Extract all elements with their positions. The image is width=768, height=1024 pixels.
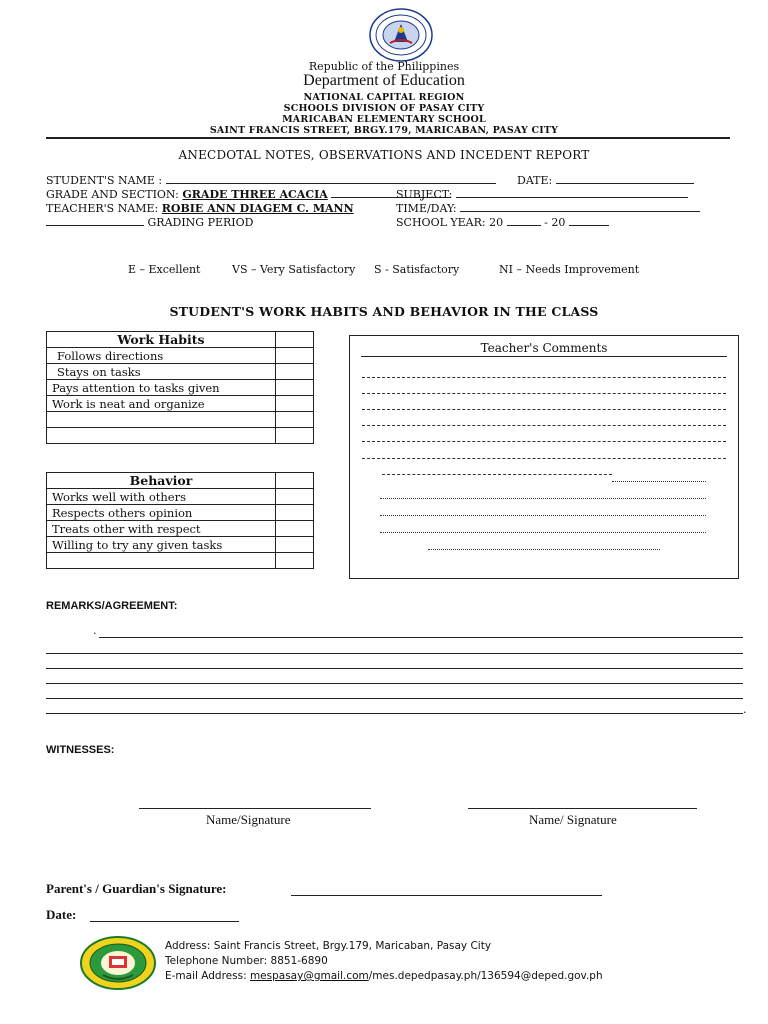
- school-year-field: [396, 216, 609, 229]
- teacher-value: ROBIE ANN DIAGEM C. MANN: [161, 202, 354, 215]
- time-label: TIME/DAY:: [396, 202, 457, 215]
- witness-label-left: Name/Signature: [206, 812, 291, 827]
- rating-cell[interactable]: [276, 521, 314, 537]
- rating-cell[interactable]: [276, 364, 314, 380]
- work-habit-item: Work is neat and organize: [47, 396, 276, 412]
- comment-line[interactable]: [362, 393, 726, 394]
- table-row: [47, 521, 314, 537]
- grade-value: GRADE THREE ACACIA: [182, 188, 328, 201]
- behavior-item: Works well with others: [47, 489, 276, 505]
- remarks-lead-dot: .: [93, 624, 97, 637]
- table-row: [47, 505, 314, 521]
- table-row: [47, 348, 314, 364]
- witness-signature-line-right[interactable]: [468, 808, 697, 809]
- behavior-item[interactable]: [47, 553, 276, 569]
- date-line[interactable]: [556, 174, 694, 184]
- comment-line[interactable]: [362, 458, 726, 459]
- behavior-item: Respects others opinion: [47, 505, 276, 521]
- subject-line[interactable]: [456, 188, 688, 198]
- rating-cell[interactable]: [276, 348, 314, 364]
- comment-line[interactable]: [380, 515, 706, 516]
- region-text: NATIONAL CAPITAL REGION: [303, 92, 465, 103]
- comment-line[interactable]: [362, 409, 726, 410]
- behavior-item: Willing to try any given tasks: [47, 537, 276, 553]
- rating-cell[interactable]: [276, 412, 314, 428]
- legend-needs-improvement: NI – Needs Improvement: [499, 263, 640, 276]
- republic-text: Republic of the Philippines: [308, 60, 460, 73]
- rating-cell[interactable]: [276, 473, 314, 489]
- school-year-end-line[interactable]: [569, 216, 609, 226]
- rating-cell[interactable]: [276, 553, 314, 569]
- grading-label: GRADING PERIOD: [147, 216, 254, 229]
- work-habit-item: Follows directions: [47, 348, 276, 364]
- time-line[interactable]: [460, 202, 700, 212]
- department-text: Department of Education: [303, 72, 465, 89]
- work-habit-item[interactable]: [47, 428, 276, 444]
- table-row: [47, 364, 314, 380]
- comment-line[interactable]: [362, 425, 726, 426]
- work-habit-item: Pays attention to tasks given: [47, 380, 276, 396]
- rating-cell[interactable]: [276, 537, 314, 553]
- witness-label-right: Name/ Signature: [529, 812, 617, 827]
- footer-address: Address: Saint Francis Street, Brgy.179, Maricaban, Pasay City: [165, 940, 492, 952]
- table-row: [47, 553, 314, 569]
- rating-cell[interactable]: [276, 380, 314, 396]
- report-title: ANECDOTAL NOTES, OBSERVATIONS AND INCEDENT REPORT: [178, 148, 590, 162]
- comment-line[interactable]: [362, 441, 726, 442]
- footer-email: [165, 970, 603, 982]
- table-row: [47, 412, 314, 428]
- work-habit-item[interactable]: [47, 412, 276, 428]
- legend-satisfactory: S - Satisfactory: [374, 263, 460, 276]
- work-habits-table: [46, 331, 314, 444]
- remarks-line[interactable]: [99, 637, 743, 638]
- rating-cell[interactable]: [276, 505, 314, 521]
- subject-label: SUBJECT:: [396, 188, 453, 201]
- table-row: [47, 380, 314, 396]
- comment-line[interactable]: [380, 532, 706, 533]
- school-year-start-line[interactable]: [507, 216, 541, 226]
- school-year-end-prefix: - 20: [544, 216, 566, 229]
- street-text: SAINT FRANCIS STREET, BRGY.179, MARICABAN, PASAY CITY: [209, 125, 559, 136]
- witness-signature-line-left[interactable]: [139, 808, 371, 809]
- grade-label: GRADE AND SECTION:: [46, 188, 179, 201]
- teacher-label: TEACHER'S NAME:: [46, 202, 159, 215]
- grading-field: [46, 216, 253, 229]
- remarks-line[interactable]: [46, 698, 743, 699]
- work-habit-item: Stays on tasks: [47, 364, 276, 380]
- student-name-line[interactable]: [166, 174, 496, 184]
- comment-line[interactable]: [428, 549, 660, 550]
- comment-line[interactable]: [362, 377, 726, 378]
- remarks-label: REMARKS/AGREEMENT:: [46, 600, 178, 612]
- division-text: SCHOOLS DIVISION OF PASAY CITY: [283, 103, 485, 114]
- date-field: [517, 174, 694, 187]
- remarks-end-dot: .: [743, 703, 747, 716]
- grade-field: [46, 188, 451, 201]
- footer-email-rest: /mes.depedpasay.ph/136594@deped.gov.ph: [368, 970, 603, 982]
- remarks-line[interactable]: [46, 713, 743, 714]
- subject-field: [396, 188, 688, 201]
- teacher-field: [46, 202, 354, 215]
- student-name-label: STUDENT'S NAME :: [46, 174, 163, 187]
- date-footer-line[interactable]: [90, 921, 239, 922]
- comment-line[interactable]: [380, 498, 706, 499]
- behavior-table: [46, 472, 314, 569]
- teachers-comments-box[interactable]: [349, 335, 739, 579]
- work-habits-header: Work Habits: [47, 332, 276, 348]
- witnesses-label: WITNESSES:: [46, 744, 115, 756]
- header-divider: [46, 137, 730, 139]
- table-row: [47, 537, 314, 553]
- school-text: MARICABAN ELEMENTARY SCHOOL: [282, 114, 486, 125]
- legend-excellent: E – Excellent: [128, 263, 201, 276]
- remarks-line[interactable]: [46, 653, 743, 654]
- remarks-line[interactable]: [46, 668, 743, 669]
- grading-line[interactable]: [46, 216, 144, 226]
- legend-very-satisfactory: VS – Very Satisfactory: [232, 263, 356, 276]
- footer-email-label: E-mail Address:: [165, 970, 250, 982]
- comments-title-underline: [361, 356, 727, 357]
- school-year-label: SCHOOL YEAR:: [396, 216, 486, 229]
- table-row: [47, 489, 314, 505]
- comment-line[interactable]: [612, 481, 706, 482]
- rating-cell[interactable]: [276, 396, 314, 412]
- teachers-comments-title: Teacher's Comments: [480, 341, 608, 355]
- date-footer-label: Date:: [46, 907, 77, 922]
- behavior-header: Behavior: [47, 473, 276, 489]
- deped-seal-logo: [368, 8, 434, 62]
- footer-telephone: Telephone Number: 8851-6890: [165, 955, 328, 967]
- parent-signature-line[interactable]: [291, 895, 602, 896]
- comment-line[interactable]: [382, 474, 612, 475]
- parent-signature-label: Parent's / Guardian's Signature:: [46, 881, 227, 896]
- school-logo: [79, 935, 157, 991]
- date-label: DATE:: [517, 174, 553, 187]
- time-field: [396, 202, 700, 215]
- rating-cell[interactable]: [276, 489, 314, 505]
- rating-cell[interactable]: [276, 428, 314, 444]
- school-year-start-prefix: 20: [489, 216, 504, 229]
- rating-cell[interactable]: [276, 332, 314, 348]
- table-row: [47, 396, 314, 412]
- behavior-item: Treats other with respect: [47, 521, 276, 537]
- email-link[interactable]: mespasay@gmail.com: [249, 970, 369, 982]
- section-title: STUDENT'S WORK HABITS AND BEHAVIOR IN THE CLASS: [169, 304, 599, 319]
- student-name-field: [46, 174, 496, 187]
- remarks-line[interactable]: [46, 683, 743, 684]
- table-row: [47, 428, 314, 444]
